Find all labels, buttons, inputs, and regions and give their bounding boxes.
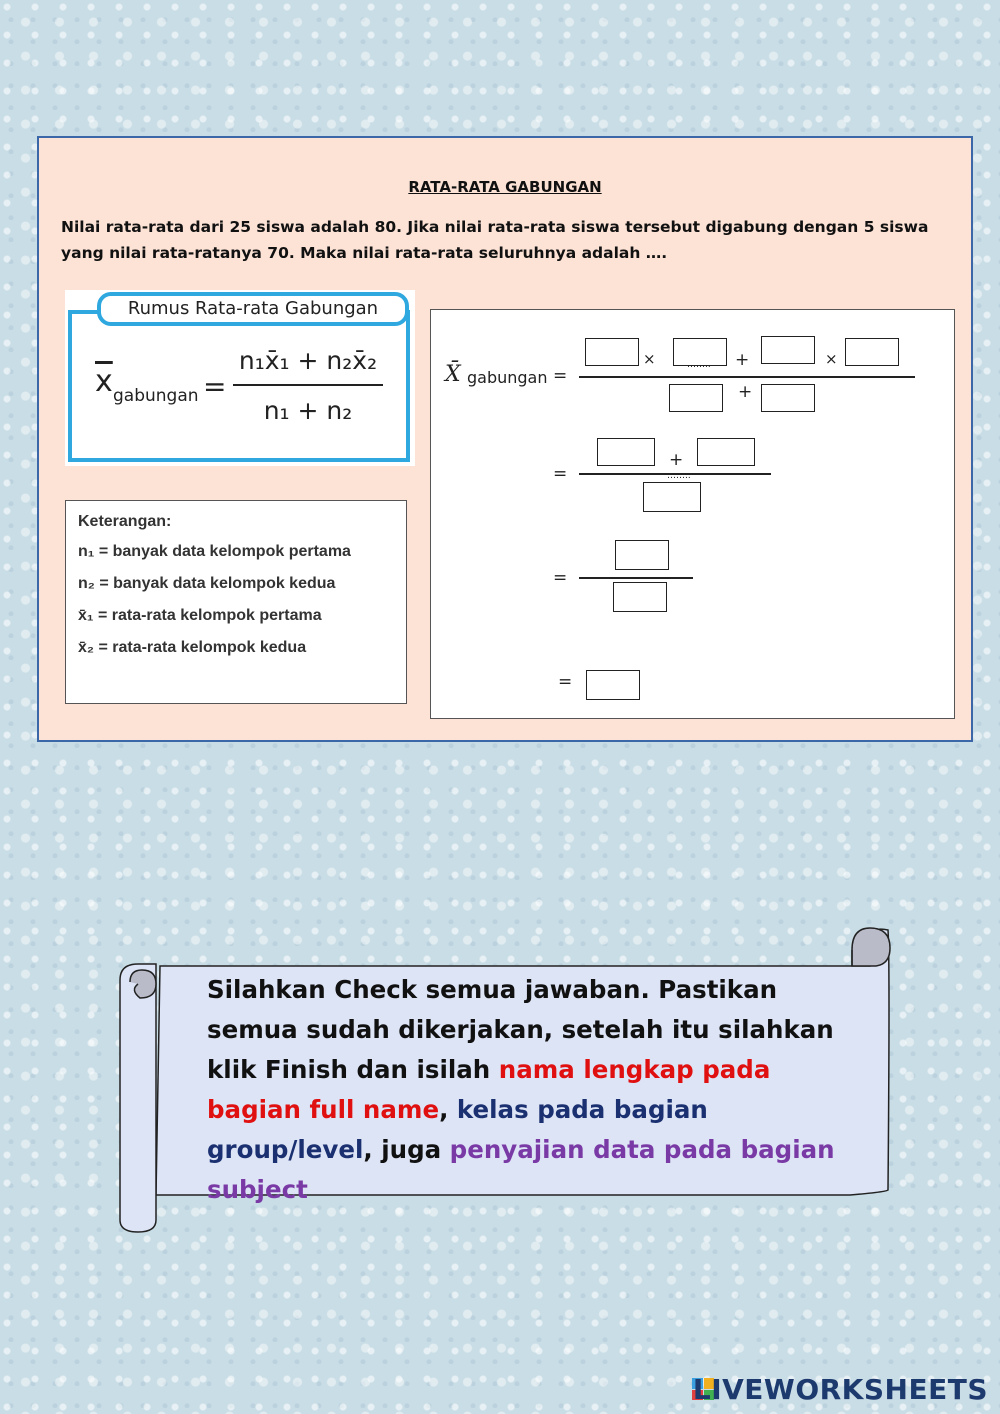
- calc-equals-2: =: [553, 464, 568, 484]
- note-x1: x̄₁ = rata-rata kelompok pertama: [78, 607, 322, 624]
- calculation-box: [430, 309, 955, 719]
- brand-name: LIVEWORKSHEETS: [692, 1373, 988, 1406]
- calc-times-2: ×: [825, 350, 838, 368]
- worksheet-panel: [37, 136, 973, 742]
- calc-plus-3: +: [669, 450, 684, 470]
- calc-equals-4: =: [558, 672, 573, 692]
- worksheet-title: RATA-RATA GABUNGAN: [408, 178, 602, 196]
- answer-box-x2[interactable]: [845, 338, 899, 366]
- note-x2: x̄₂ = rata-rata kelompok kedua: [78, 639, 307, 656]
- calc-gabungan-label: gabungan: [467, 368, 548, 387]
- answer-box-den-n1[interactable]: [669, 384, 723, 412]
- formula-lhs-sub: gabungan: [113, 386, 199, 406]
- calc-plus-1: +: [735, 350, 750, 370]
- scroll-left-roll: [120, 964, 156, 1232]
- calc-fraction-bar-1: [579, 376, 915, 378]
- calc-dots-2: ……..: [667, 471, 691, 481]
- formula-lhs-var: $\overline{x}$: [95, 364, 113, 399]
- instruction-purple: penyajian data pada bagian subject: [207, 1135, 835, 1204]
- instruction-part1: Silahkan Check semua jawaban. Pastikan semua sudah dikerjakan, setelah itu silahkan klik Finish dan isilah: [207, 975, 834, 1084]
- answer-box-den-n2[interactable]: [761, 384, 815, 412]
- instruction-comma: ,: [439, 1095, 449, 1124]
- formula-equals: =: [203, 370, 227, 403]
- notes-box: [65, 500, 407, 704]
- answer-box-final[interactable]: [586, 670, 640, 700]
- answer-box-total-n[interactable]: [643, 482, 701, 512]
- formula-denominator: n₁ + n₂: [263, 396, 353, 425]
- formula-fraction-bar: [233, 384, 383, 386]
- answer-box-sum[interactable]: [615, 540, 669, 570]
- calc-dots-1: ……..: [687, 360, 711, 370]
- calc-xbar-symbol: X̄: [445, 362, 461, 387]
- instruction-red: nama lengkap pada bagian full name: [207, 1055, 771, 1124]
- instruction-mid: , juga: [363, 1135, 450, 1164]
- question-text: Nilai rata-rata dari 25 siswa adalah 80. Jika nilai rata-rata siswa tersebut digabung dengan 5 siswa yang nilai rata-ratanya 70. Maka nilai rata-rata seluruhnya adalah ….: [61, 218, 929, 262]
- instruction-text: [207, 970, 867, 1210]
- answer-box-n2[interactable]: [761, 336, 815, 364]
- note-n2: n₂ = banyak data kelompok kedua: [78, 575, 336, 592]
- instruction-navy: kelas pada bagian group/level: [207, 1095, 708, 1164]
- formula-numerator: n₁x̄₁ + n₂x̄₂: [238, 346, 378, 375]
- formula-card: [65, 290, 415, 466]
- notes-heading: Keterangan:: [78, 513, 172, 530]
- scroll-top-curl: [852, 928, 890, 966]
- calc-equals-3: =: [553, 568, 568, 588]
- answer-box-count[interactable]: [613, 582, 667, 612]
- note-n1: n₁ = banyak data kelompok pertama: [78, 543, 351, 560]
- formula-heading: Rumus Rata-rata Gabungan: [97, 292, 409, 326]
- answer-box-n1[interactable]: [585, 338, 639, 366]
- calc-plus-2: +: [738, 382, 753, 402]
- calc-equals-1: =: [553, 366, 568, 386]
- answer-box-product-2[interactable]: [697, 438, 755, 466]
- calc-times-1: ×: [643, 350, 656, 368]
- answer-box-product-1[interactable]: [597, 438, 655, 466]
- calc-fraction-bar-3: [579, 577, 693, 579]
